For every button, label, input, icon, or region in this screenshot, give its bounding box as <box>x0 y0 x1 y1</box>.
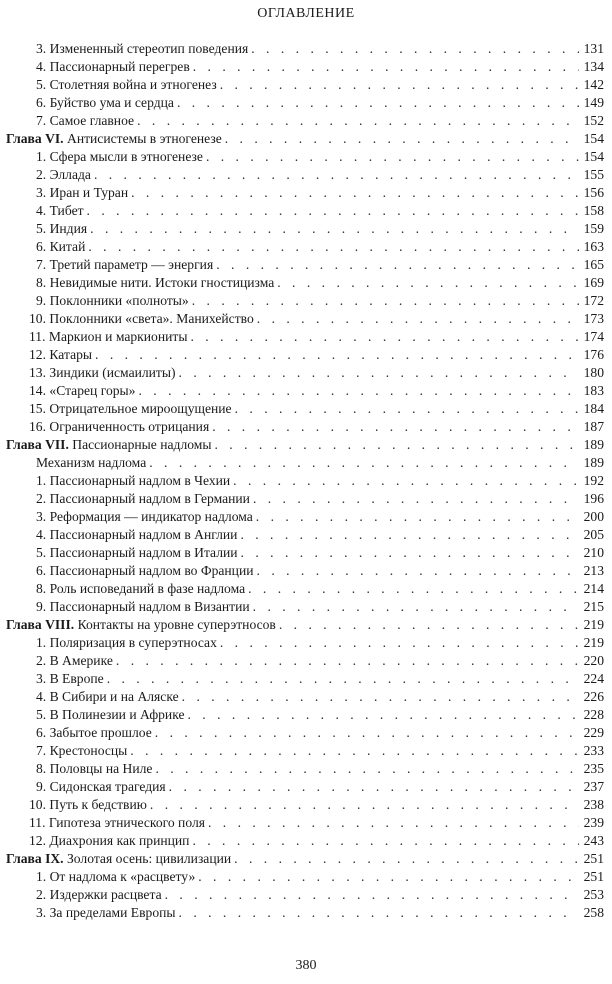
dot-leader <box>248 580 579 598</box>
entry-page-number: 154 <box>583 149 604 164</box>
chapter-name: Антисистемы в этногенезе <box>67 131 222 146</box>
table-of-contents <box>0 40 612 922</box>
toc-entry-row <box>0 886 612 904</box>
dot-leader <box>215 436 580 454</box>
entry-title: 1. От надлома к «расцвету» <box>36 869 196 884</box>
entry-page-number: 163 <box>583 239 604 254</box>
entry-page-number: 224 <box>583 671 604 686</box>
toc-entry-row <box>0 148 612 166</box>
toc-entry-row <box>0 796 612 814</box>
toc-chapter-row <box>0 616 612 634</box>
entry-title: 15. Отрицательное мироощущение <box>29 401 232 416</box>
entry-title: 2. Эллада <box>36 167 91 182</box>
entry-page-number: 258 <box>583 905 604 920</box>
entry-page-number: 229 <box>583 725 604 740</box>
toc-entry-row <box>0 400 612 418</box>
entry-page-number: 228 <box>583 707 604 722</box>
entry-page-number: 192 <box>583 473 604 488</box>
entry-title: 16. Ограниченность отрицания <box>29 419 210 434</box>
entry-page-number: 189 <box>583 455 604 470</box>
entry-title: 4. Пассионарный перегрев <box>36 59 190 74</box>
toc-entry-row <box>0 562 612 580</box>
toc-entry-row <box>0 706 612 724</box>
dot-leader <box>88 238 579 256</box>
entry-title: 1. Сфера мысли в этногенезе <box>36 149 203 164</box>
chapter-title <box>0 616 276 634</box>
dot-leader <box>212 418 579 436</box>
chapter-title <box>0 130 222 148</box>
entry-page-number: 172 <box>583 293 604 308</box>
chapter-title <box>0 436 212 454</box>
entry-title: 3. Реформация — индикатор надлома <box>36 509 253 524</box>
dot-leader <box>179 364 579 382</box>
chapter-number: Глава VII. <box>6 437 69 452</box>
toc-entry-row <box>0 238 612 256</box>
entry-title: 12. Катары <box>29 347 93 362</box>
toc-entry-row <box>0 274 612 292</box>
entry-title: 12. Диахрония как принцип <box>29 833 190 848</box>
dot-leader <box>257 562 579 580</box>
toc-entry-row <box>0 598 612 616</box>
entry-page-number: 142 <box>583 77 604 92</box>
entry-title: 8. Невидимые нити. Истоки гностицизма <box>36 275 275 290</box>
dot-leader <box>116 652 579 670</box>
entry-page-number: 238 <box>583 797 604 812</box>
entry-title: 3. В Европе <box>36 671 104 686</box>
dot-leader <box>177 94 579 112</box>
toc-entry-row <box>0 472 612 490</box>
dot-leader <box>179 904 579 922</box>
dot-leader <box>220 76 579 94</box>
entry-title: 10. Путь к бедствию <box>29 797 147 812</box>
entry-page-number: 134 <box>583 59 604 74</box>
dot-leader <box>87 202 579 220</box>
entry-title: 1. Пассионарный надлом в Чехии <box>36 473 231 488</box>
entry-page-number: 233 <box>583 743 604 758</box>
dot-leader <box>165 886 579 904</box>
toc-chapter-row <box>0 130 612 148</box>
dot-leader <box>107 670 579 688</box>
entry-page-number: 189 <box>583 437 604 452</box>
entry-page-number: 226 <box>583 689 604 704</box>
chapter-number: Глава IX. <box>6 851 64 866</box>
entry-title: 6. Буйство ума и сердца <box>36 95 174 110</box>
dot-leader <box>225 130 579 148</box>
entry-title: 6. Забытое прошлое <box>36 725 152 740</box>
toc-entry-row <box>0 652 612 670</box>
dot-leader <box>253 598 579 616</box>
dot-leader <box>251 40 579 58</box>
dot-leader <box>198 868 579 886</box>
entry-page-number: 152 <box>583 113 604 128</box>
entry-page-number: 235 <box>583 761 604 776</box>
dot-leader <box>240 526 579 544</box>
toc-entry-row <box>0 742 612 760</box>
entry-title: 9. Пассионарный надлом в Византии <box>36 599 250 614</box>
dot-leader <box>130 742 579 760</box>
dot-leader <box>233 472 579 490</box>
entry-page-number: 205 <box>583 527 604 542</box>
entry-page-number: 251 <box>583 851 604 866</box>
entry-title: 9. Поклонники «полноты» <box>36 293 189 308</box>
toc-entry-row <box>0 814 612 832</box>
entry-page-number: 131 <box>583 41 604 56</box>
toc-entry-row <box>0 256 612 274</box>
dot-leader <box>155 760 579 778</box>
entry-title: 2. В Америке <box>36 653 113 668</box>
entry-title: 8. Половцы на Ниле <box>36 761 153 776</box>
toc-entry-row <box>0 418 612 436</box>
toc-entry-row <box>0 346 612 364</box>
toc-entry-row <box>0 670 612 688</box>
toc-chapter-row <box>0 436 612 454</box>
entry-title: 5. Пассионарный надлом в Италии <box>36 545 238 560</box>
entry-title: 3. За пределами Европы <box>36 905 176 920</box>
entry-title: 6. Пассионарный надлом во Франции <box>36 563 254 578</box>
entry-title: 13. Зиндики (исмаилиты) <box>29 365 176 380</box>
dot-leader <box>206 148 579 166</box>
dot-leader <box>277 274 579 292</box>
entry-page-number: 158 <box>583 203 604 218</box>
entry-page-number: 174 <box>583 329 604 344</box>
entry-title: 2. Издержки расцвета <box>36 887 162 902</box>
entry-page-number: 180 <box>583 365 604 380</box>
dot-leader <box>182 688 579 706</box>
dot-leader <box>256 508 579 526</box>
toc-chapter-row <box>0 850 612 868</box>
dot-leader <box>131 184 579 202</box>
entry-page-number: 237 <box>583 779 604 794</box>
toc-entry-row <box>0 166 612 184</box>
entry-title: 5. В Полинезии и Африке <box>36 707 185 722</box>
entry-title: 7. Третий параметр — энергия <box>36 257 214 272</box>
dot-leader <box>216 256 579 274</box>
entry-page-number: 210 <box>583 545 604 560</box>
toc-entry-row <box>0 490 612 508</box>
entry-title: 4. Пассионарный надлом в Англии <box>36 527 238 542</box>
entry-page-number: 156 <box>583 185 604 200</box>
dot-leader <box>235 400 579 418</box>
entry-page-number: 215 <box>583 599 604 614</box>
toc-entry-row <box>0 328 612 346</box>
toc-entry-row <box>0 76 612 94</box>
toc-entry-row <box>0 364 612 382</box>
entry-title: 9. Сидонская трагедия <box>36 779 166 794</box>
toc-entry-row <box>0 382 612 400</box>
entry-page-number: 219 <box>583 617 604 632</box>
toc-entry-row <box>0 184 612 202</box>
toc-entry-row <box>0 580 612 598</box>
toc-entry-row <box>0 544 612 562</box>
chapter-number: Глава VI. <box>6 131 64 146</box>
entry-page-number: 200 <box>583 509 604 524</box>
dot-leader <box>90 220 579 238</box>
entry-page-number: 159 <box>583 221 604 236</box>
entry-page-number: 187 <box>583 419 604 434</box>
entry-title: 3. Иран и Туран <box>36 185 129 200</box>
dot-leader <box>138 382 579 400</box>
toc-entry-row <box>0 526 612 544</box>
entry-page-number: 165 <box>583 257 604 272</box>
dot-leader <box>94 166 579 184</box>
toc-entry-row <box>0 508 612 526</box>
entry-title: 1. Поляризация в суперэтносах <box>36 635 217 650</box>
entry-page-number: 243 <box>583 833 604 848</box>
entry-page-number: 214 <box>583 581 604 596</box>
entry-page-number: 149 <box>583 95 604 110</box>
entry-page-number: 176 <box>583 347 604 362</box>
dot-leader <box>95 346 579 364</box>
entry-page-number: 219 <box>583 635 604 650</box>
entry-page-number: 154 <box>583 131 604 146</box>
dot-leader <box>149 454 579 472</box>
dot-leader <box>257 310 579 328</box>
chapter-name: Контакты на уровне суперэтносов <box>77 617 276 632</box>
toc-entry-row <box>0 688 612 706</box>
toc-entry-row <box>0 310 612 328</box>
dot-leader <box>193 58 579 76</box>
entry-title: 11. Гипотеза этнического поля <box>29 815 205 830</box>
toc-entry-row <box>0 904 612 922</box>
entry-title: 10. Поклонники «света». Манихейство <box>29 311 254 326</box>
dot-leader <box>279 616 579 634</box>
running-header: ОГЛАВЛЕНИЕ <box>257 6 355 21</box>
toc-entry-row <box>0 634 612 652</box>
entry-page-number: 213 <box>583 563 604 578</box>
entry-title: 11. Маркион и маркиониты <box>29 329 188 344</box>
toc-entry-row <box>0 760 612 778</box>
dot-leader <box>253 490 579 508</box>
toc-entry-row <box>0 454 612 472</box>
entry-page-number: 239 <box>583 815 604 830</box>
entry-title: 8. Роль исповеданий в фазе надлома <box>36 581 246 596</box>
entry-page-number: 183 <box>583 383 604 398</box>
toc-entry-row <box>0 40 612 58</box>
entry-title: 7. Крестоносцы <box>36 743 128 758</box>
dot-leader <box>137 112 579 130</box>
chapter-name: Золотая осень: цивилизации <box>67 851 232 866</box>
toc-entry-row <box>0 868 612 886</box>
entry-page-number: 253 <box>583 887 604 902</box>
chapter-number: Глава VIII. <box>6 617 75 632</box>
entry-title: 4. Тибет <box>36 203 84 218</box>
dot-leader <box>192 832 579 850</box>
toc-entry-row <box>0 832 612 850</box>
entry-title: Механизм надлома <box>36 455 147 470</box>
entry-title: 3. Измененный стереотип поведения <box>36 41 249 56</box>
toc-entry-row <box>0 292 612 310</box>
dot-leader <box>188 706 580 724</box>
dot-leader <box>155 724 579 742</box>
page-number: 380 <box>295 958 317 973</box>
entry-page-number: 155 <box>583 167 604 182</box>
dot-leader <box>234 850 579 868</box>
entry-title: 5. Индия <box>36 221 88 236</box>
chapter-title <box>0 850 231 868</box>
entry-title: 7. Самое главное <box>36 113 135 128</box>
dot-leader <box>220 634 579 652</box>
entry-page-number: 196 <box>583 491 604 506</box>
dot-leader <box>150 796 579 814</box>
entry-title: 6. Китай <box>36 239 86 254</box>
toc-entry-row <box>0 94 612 112</box>
entry-page-number: 169 <box>583 275 604 290</box>
dot-leader <box>192 292 579 310</box>
toc-entry-row <box>0 58 612 76</box>
chapter-name: Пассионарные надломы <box>72 437 212 452</box>
entry-title: 2. Пассионарный надлом в Германии <box>36 491 250 506</box>
dot-leader <box>190 328 579 346</box>
entry-title: 14. «Старец горы» <box>29 383 136 398</box>
entry-page-number: 184 <box>583 401 604 416</box>
dot-leader <box>169 778 579 796</box>
dot-leader <box>208 814 579 832</box>
entry-page-number: 251 <box>583 869 604 884</box>
dot-leader <box>241 544 579 562</box>
toc-entry-row <box>0 202 612 220</box>
toc-entry-row <box>0 724 612 742</box>
entry-title: 5. Столетняя война и этногенез <box>36 77 217 92</box>
toc-entry-row <box>0 220 612 238</box>
toc-entry-row <box>0 778 612 796</box>
entry-page-number: 173 <box>583 311 604 326</box>
entry-page-number: 220 <box>583 653 604 668</box>
toc-entry-row <box>0 112 612 130</box>
entry-title: 4. В Сибири и на Аляске <box>36 689 179 704</box>
